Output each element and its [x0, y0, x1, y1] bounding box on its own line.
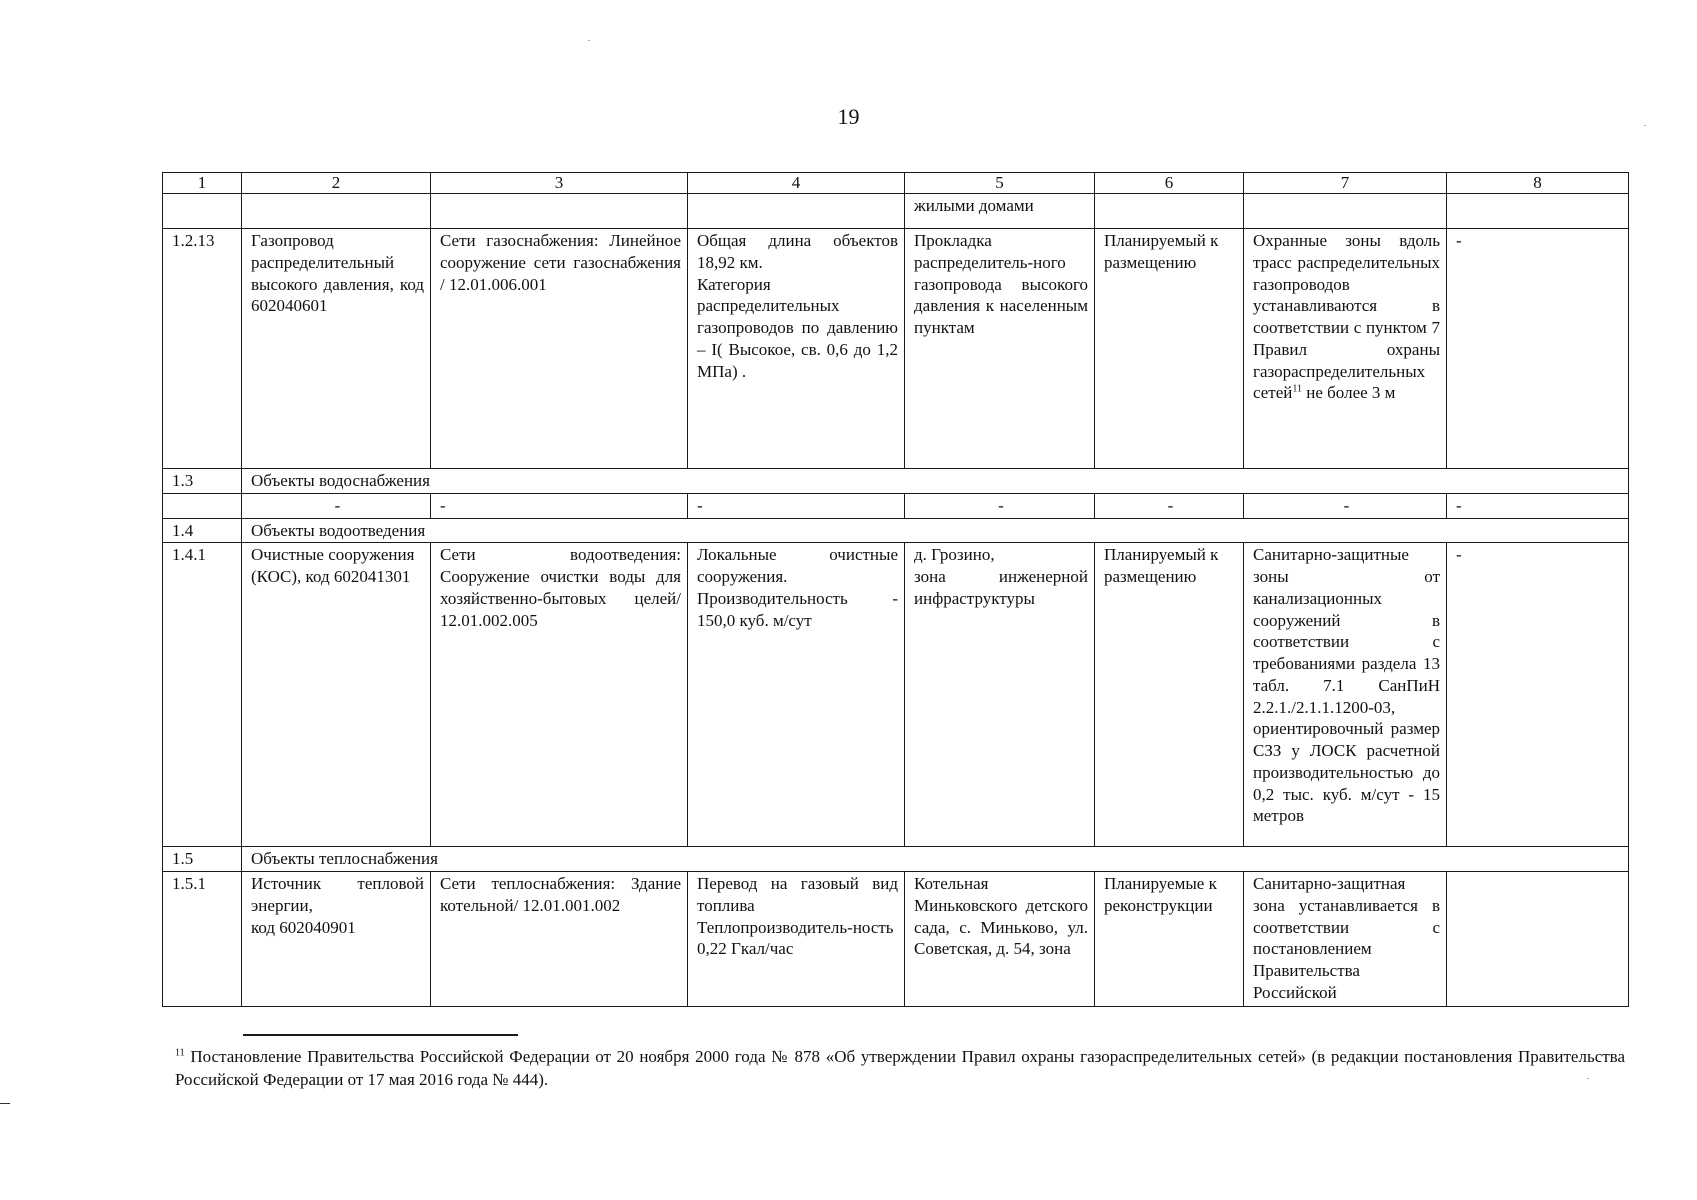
object-type: Сети водоотведения: Сооружение очистки воды для хозяйственно-бытовых целей/ 12.01.002.005	[431, 543, 688, 847]
section-number: 1.5	[163, 847, 242, 872]
dash-cell: -	[905, 493, 1095, 518]
object-location	[905, 543, 1095, 847]
dash-cell: -	[688, 493, 905, 518]
scan-speck	[588, 40, 590, 41]
footnote-text: Постановление Правительства Российской Федерации от 20 ноября 2000 года № 878 «Об утверждении Правил охраны газораспределительных сетей» (в редакции постановления Правительства Российской Федерации от 17 мая 2016 года № 444).	[175, 1047, 1626, 1089]
object-location: Прокладка распределитель-ного газопровода высокого давления к населенным пунктам	[905, 229, 1095, 469]
zone-text-after: не более 3 м	[1302, 383, 1396, 403]
col-number-6: 6	[1095, 173, 1244, 194]
object-type: Сети газоснабжения: Линейное сооружение сети газоснабжения / 12.01.006.001	[431, 229, 688, 469]
dash-cell: -	[1095, 493, 1244, 518]
col-number-5: 5	[905, 173, 1095, 194]
object-characteristics	[688, 229, 905, 469]
table-row-1-2-13	[163, 229, 1629, 469]
col8-value	[1447, 872, 1629, 1007]
col8-value: -	[1447, 543, 1629, 847]
object-type: Сети теплоснабжения: Здание котельной/ 12.01.001.002	[431, 872, 688, 1007]
object-status: Планируемый к размещению	[1095, 543, 1244, 847]
continuation-row	[163, 194, 1629, 229]
section-title: Объекты водоснабжения	[242, 469, 1629, 494]
col-number-1: 1	[163, 173, 242, 194]
col-number-2: 2	[242, 173, 431, 194]
object-characteristics	[688, 543, 905, 847]
section-number: 1.4	[163, 518, 242, 543]
row-number: 1.5.1	[163, 872, 242, 1007]
cell-empty	[688, 194, 905, 229]
object-characteristics	[688, 872, 905, 1007]
dash-row	[163, 493, 1629, 518]
dash-cell: -	[1447, 493, 1629, 518]
object-location: Котельная Миньковского детского сада, с. Миньково, ул. Советская, д. 54, зона	[905, 872, 1095, 1007]
name-text: Источник тепловой энергии, код 602040901	[251, 874, 424, 937]
col-number-3: 3	[431, 173, 688, 194]
zone-characteristics: Санитарно-защитная зона устанавливается в соответствии с постановлением Правительства Российской	[1244, 872, 1447, 1007]
dash-cell: -	[431, 493, 688, 518]
scan-speck	[1644, 125, 1646, 126]
row-number: 1.4.1	[163, 543, 242, 847]
page-number: 19	[837, 104, 860, 129]
dash-cell: -	[1244, 493, 1447, 518]
col8-value: -	[1447, 229, 1629, 469]
cell-empty	[1244, 194, 1447, 229]
col-number-7: 7	[1244, 173, 1447, 194]
column-number-row	[163, 173, 1629, 194]
footnote-separator	[243, 1034, 518, 1036]
characteristics-text: Локальные очистные сооружения. Производительность - 150,0 куб. м/сут	[697, 545, 898, 630]
continuation-text: жилыми домами	[905, 194, 1095, 229]
footnote-reference[interactable]: 11	[1292, 383, 1303, 395]
objects-table	[162, 172, 1629, 1007]
zone-characteristics: Санитарно-защитные зоны от канализационных сооружений в соответствии с требованиями раздела 13 табл. 7.1 СанПиН 2.2.1./2.1.1.1200-03, ориентировочный размер СЗЗ у ЛОСК расчетной производительностью до 0,2 тыс. куб. м/сут - 15 метров	[1244, 543, 1447, 847]
table-row-1-5-1	[163, 872, 1629, 1007]
object-name: Очистные сооружения (КОС), код 602041301	[242, 543, 431, 847]
scan-speck	[1587, 1078, 1589, 1079]
cell-empty	[163, 194, 242, 229]
object-status: Планируемый к размещению	[1095, 229, 1244, 469]
characteristics-text: Перевод на газовый вид топлива Теплопроизводитель-ность 0,22 Гкал/час	[697, 874, 898, 959]
object-name	[242, 872, 431, 1007]
zone-characteristics	[1244, 229, 1447, 469]
section-title: Объекты теплоснабжения	[242, 847, 1629, 872]
footnote	[175, 1046, 1625, 1092]
location-text: д. Грозино, зона инженерной инфраструктуры	[914, 545, 1088, 608]
footnote-mark: 11	[175, 1047, 185, 1059]
margin-mark	[0, 1103, 10, 1104]
cell-empty	[1447, 194, 1629, 229]
characteristics-text: Общая длина объектов 18,92 км. Категория распределительных газопроводов по давлению – I( Высокое, св. 0,6 до 1,2 МПа) .	[697, 231, 898, 381]
cell-empty	[431, 194, 688, 229]
section-row-1-3	[163, 469, 1629, 494]
object-name: Газопровод распределительный высокого давления, код 602040601	[242, 229, 431, 469]
object-status: Планируемые к реконструкции	[1095, 872, 1244, 1007]
cell-empty	[163, 493, 242, 518]
cell-empty	[1095, 194, 1244, 229]
section-title: Объекты водоотведения	[242, 518, 1629, 543]
section-row-1-4	[163, 518, 1629, 543]
section-row-1-5	[163, 847, 1629, 872]
cell-empty	[242, 194, 431, 229]
col-number-4: 4	[688, 173, 905, 194]
table-row-1-4-1	[163, 543, 1629, 847]
dash-cell: -	[242, 493, 431, 518]
section-number: 1.3	[163, 469, 242, 494]
col-number-8: 8	[1447, 173, 1629, 194]
zone-text-before: Охранные зоны вдоль трасс распределительных газопроводов устанавливаются в соответствии с пунктом 7 Правил охраны газораспределительных сетей	[1253, 231, 1440, 403]
row-number: 1.2.13	[163, 229, 242, 469]
